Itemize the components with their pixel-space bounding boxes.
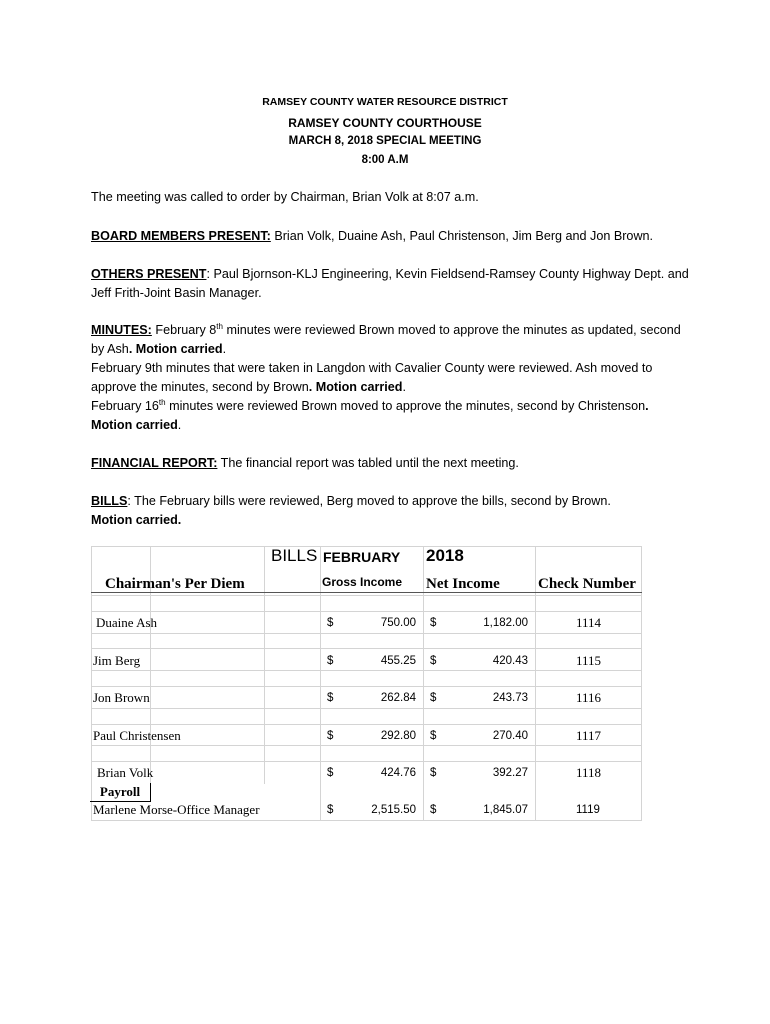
payee-name: Jim Berg (93, 653, 141, 668)
board-members-paragraph (91, 227, 691, 246)
payroll-label: Payroll (90, 783, 151, 802)
gross-amount: 2,515.50 (371, 804, 416, 816)
minutes-p1-end: . (222, 342, 227, 356)
net-amount: 1,845.07 (483, 804, 528, 816)
board-members-text: Brian Volk, Duaine Ash, Paul Christenson, Jim Berg and Jon Brown. (270, 229, 654, 243)
currency-symbol: $ (430, 767, 437, 779)
net-amount: 392.27 (492, 767, 528, 779)
column-net-income: Net Income (426, 576, 500, 592)
gross-amount: 292.80 (380, 730, 416, 742)
currency-symbol: $ (430, 804, 437, 816)
check-number: 1117 (576, 728, 602, 743)
minutes-p1-sup: th (216, 321, 223, 331)
minutes-p1-motion: . Motion carried (128, 342, 223, 356)
minutes-label: MINUTES: (91, 323, 152, 337)
meeting-time: 8:00 A.M (361, 154, 409, 166)
section-chairmans-per-diem: Chairman's Per Diem (105, 576, 245, 592)
column-gross-income: Gross Income (322, 575, 403, 589)
net-amount: 243.73 (492, 692, 528, 704)
courthouse-title: RAMSEY COUNTY COURTHOUSE (288, 116, 482, 130)
financial-report-label: FINANCIAL REPORT: (91, 456, 218, 470)
payee-name: Brian Volk (97, 765, 154, 780)
gross-amount: 424.76 (380, 767, 416, 779)
minutes-p1-a: February 8 (151, 323, 217, 337)
gross-amount: 262.84 (380, 692, 416, 704)
others-present-label: OTHERS PRESENT (91, 267, 207, 281)
currency-symbol: $ (430, 617, 437, 629)
minutes-paragraph (91, 321, 691, 435)
district-title: RAMSEY COUNTY WATER RESOURCE DISTRICT (262, 96, 508, 108)
currency-symbol: $ (430, 692, 437, 704)
table-title-bills: BILLS (271, 546, 318, 565)
minutes-p2-end: . (402, 380, 406, 394)
check-number: 1114 (576, 615, 602, 630)
currency-symbol: $ (327, 655, 334, 667)
payee-name: Paul Christensen (93, 728, 181, 743)
bills-paragraph (91, 492, 691, 530)
minutes-p2-a: February 9th minutes that were taken in Langdon with Cavalier County were reviewed. Ash moved to approve the minutes, second by Brown (91, 361, 653, 394)
payee-name: Duaine Ash (96, 615, 158, 630)
currency-symbol: $ (327, 617, 334, 629)
minutes-p3-sup: th (158, 397, 166, 407)
board-members-label: BOARD MEMBERS PRESENT: (91, 229, 271, 243)
others-present-paragraph (91, 265, 691, 303)
currency-symbol: $ (430, 655, 437, 667)
bills-text: : The February bills were reviewed, Berg moved to approve the bills, second by Brown. (127, 494, 611, 508)
financial-report-text: The financial report was tabled until the next meeting. (217, 456, 519, 470)
currency-symbol: $ (327, 804, 334, 816)
payee-name: Marlene Morse-Office Manager (93, 802, 260, 817)
minutes-p1-b: minutes were reviewed Brown moved to approve the minutes as updated, second by Ash (91, 323, 681, 356)
meeting-title: MARCH 8, 2018 SPECIAL MEETING (288, 135, 482, 147)
bills-motion-carried: Motion carried. (91, 513, 182, 527)
bills-label: BILLS (91, 494, 128, 508)
gross-amount: 455.25 (380, 655, 416, 667)
payee-name: Jon Brown (93, 690, 150, 705)
net-amount: 270.40 (492, 730, 528, 742)
table-title-month: FEBRUARY (323, 549, 401, 565)
others-present-text: : Paul Bjornson-KLJ Engineering, Kevin Fieldsend-Ramsey County Highway Dept. and Jeff Frith-Joint Basin Manager. (91, 267, 689, 300)
currency-symbol: $ (430, 730, 437, 742)
check-number: 1118 (576, 765, 602, 780)
financial-report-paragraph (91, 454, 691, 473)
minutes-p3-motion: . Motion carried (91, 399, 649, 432)
minutes-p2-motion: . Motion carried (308, 380, 403, 394)
check-number: 1116 (576, 690, 602, 705)
minutes-p3-a: February 16 (91, 399, 159, 413)
net-amount: 1,182.00 (483, 617, 528, 629)
intro-paragraph: The meeting was called to order by Chairman, Brian Volk at 8:07 a.m. (91, 190, 479, 204)
column-check-number: Check Number (538, 576, 636, 592)
minutes-p3-end: . (177, 418, 182, 432)
currency-symbol: $ (327, 730, 334, 742)
check-number: 1119 (576, 804, 600, 816)
check-number: 1115 (576, 653, 602, 668)
minutes-p3-b: minutes were reviewed Brown moved to approve the minutes, second by Christenson (165, 399, 646, 413)
gross-amount: 750.00 (380, 617, 416, 629)
net-amount: 420.43 (492, 655, 528, 667)
table-title-year: 2018 (426, 546, 464, 565)
currency-symbol: $ (327, 692, 334, 704)
currency-symbol: $ (327, 767, 334, 779)
